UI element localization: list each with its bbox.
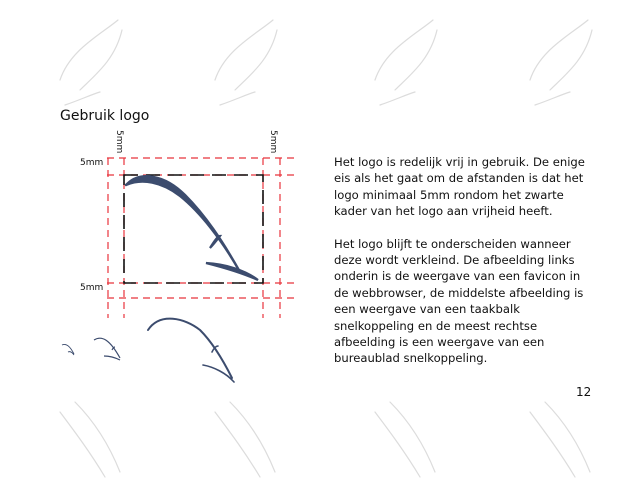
logo-frame [124,175,263,283]
taskbar-logo [94,338,120,360]
paragraph-scaling: Het logo blijft te onderscheiden wanneer deze wordt verkleind. De afbeelding links onderin is de weergave van een favicon in de webbrowser, de middelste afbeelding is een weergave van een taakbalk snelkoppeling en de meest rechtse afbeelding is een weergave van een bureaublad snelkoppeling. [334,236,584,366]
desktop-logo [148,319,234,382]
paragraph-spacing: Het logo is redelijk vrij in gebruik. De enige eis als het gaat om de afstanden is dat het logo minimaal 5mm rondom het zwarte kader van het logo aan vrijheid heeft. [334,155,585,219]
body-text [334,154,598,383]
margin-label-top-right: 5mm [268,130,278,154]
page-number: 12 [576,385,592,399]
margin-label-left-bottom: 5mm [80,283,104,293]
page-title: Gebruik logo [60,108,150,124]
favicon-logo [62,344,74,355]
logo-mark [126,176,258,280]
margin-label-top-left: 5mm [114,130,124,154]
margin-label-left-top: 5mm [80,158,104,168]
